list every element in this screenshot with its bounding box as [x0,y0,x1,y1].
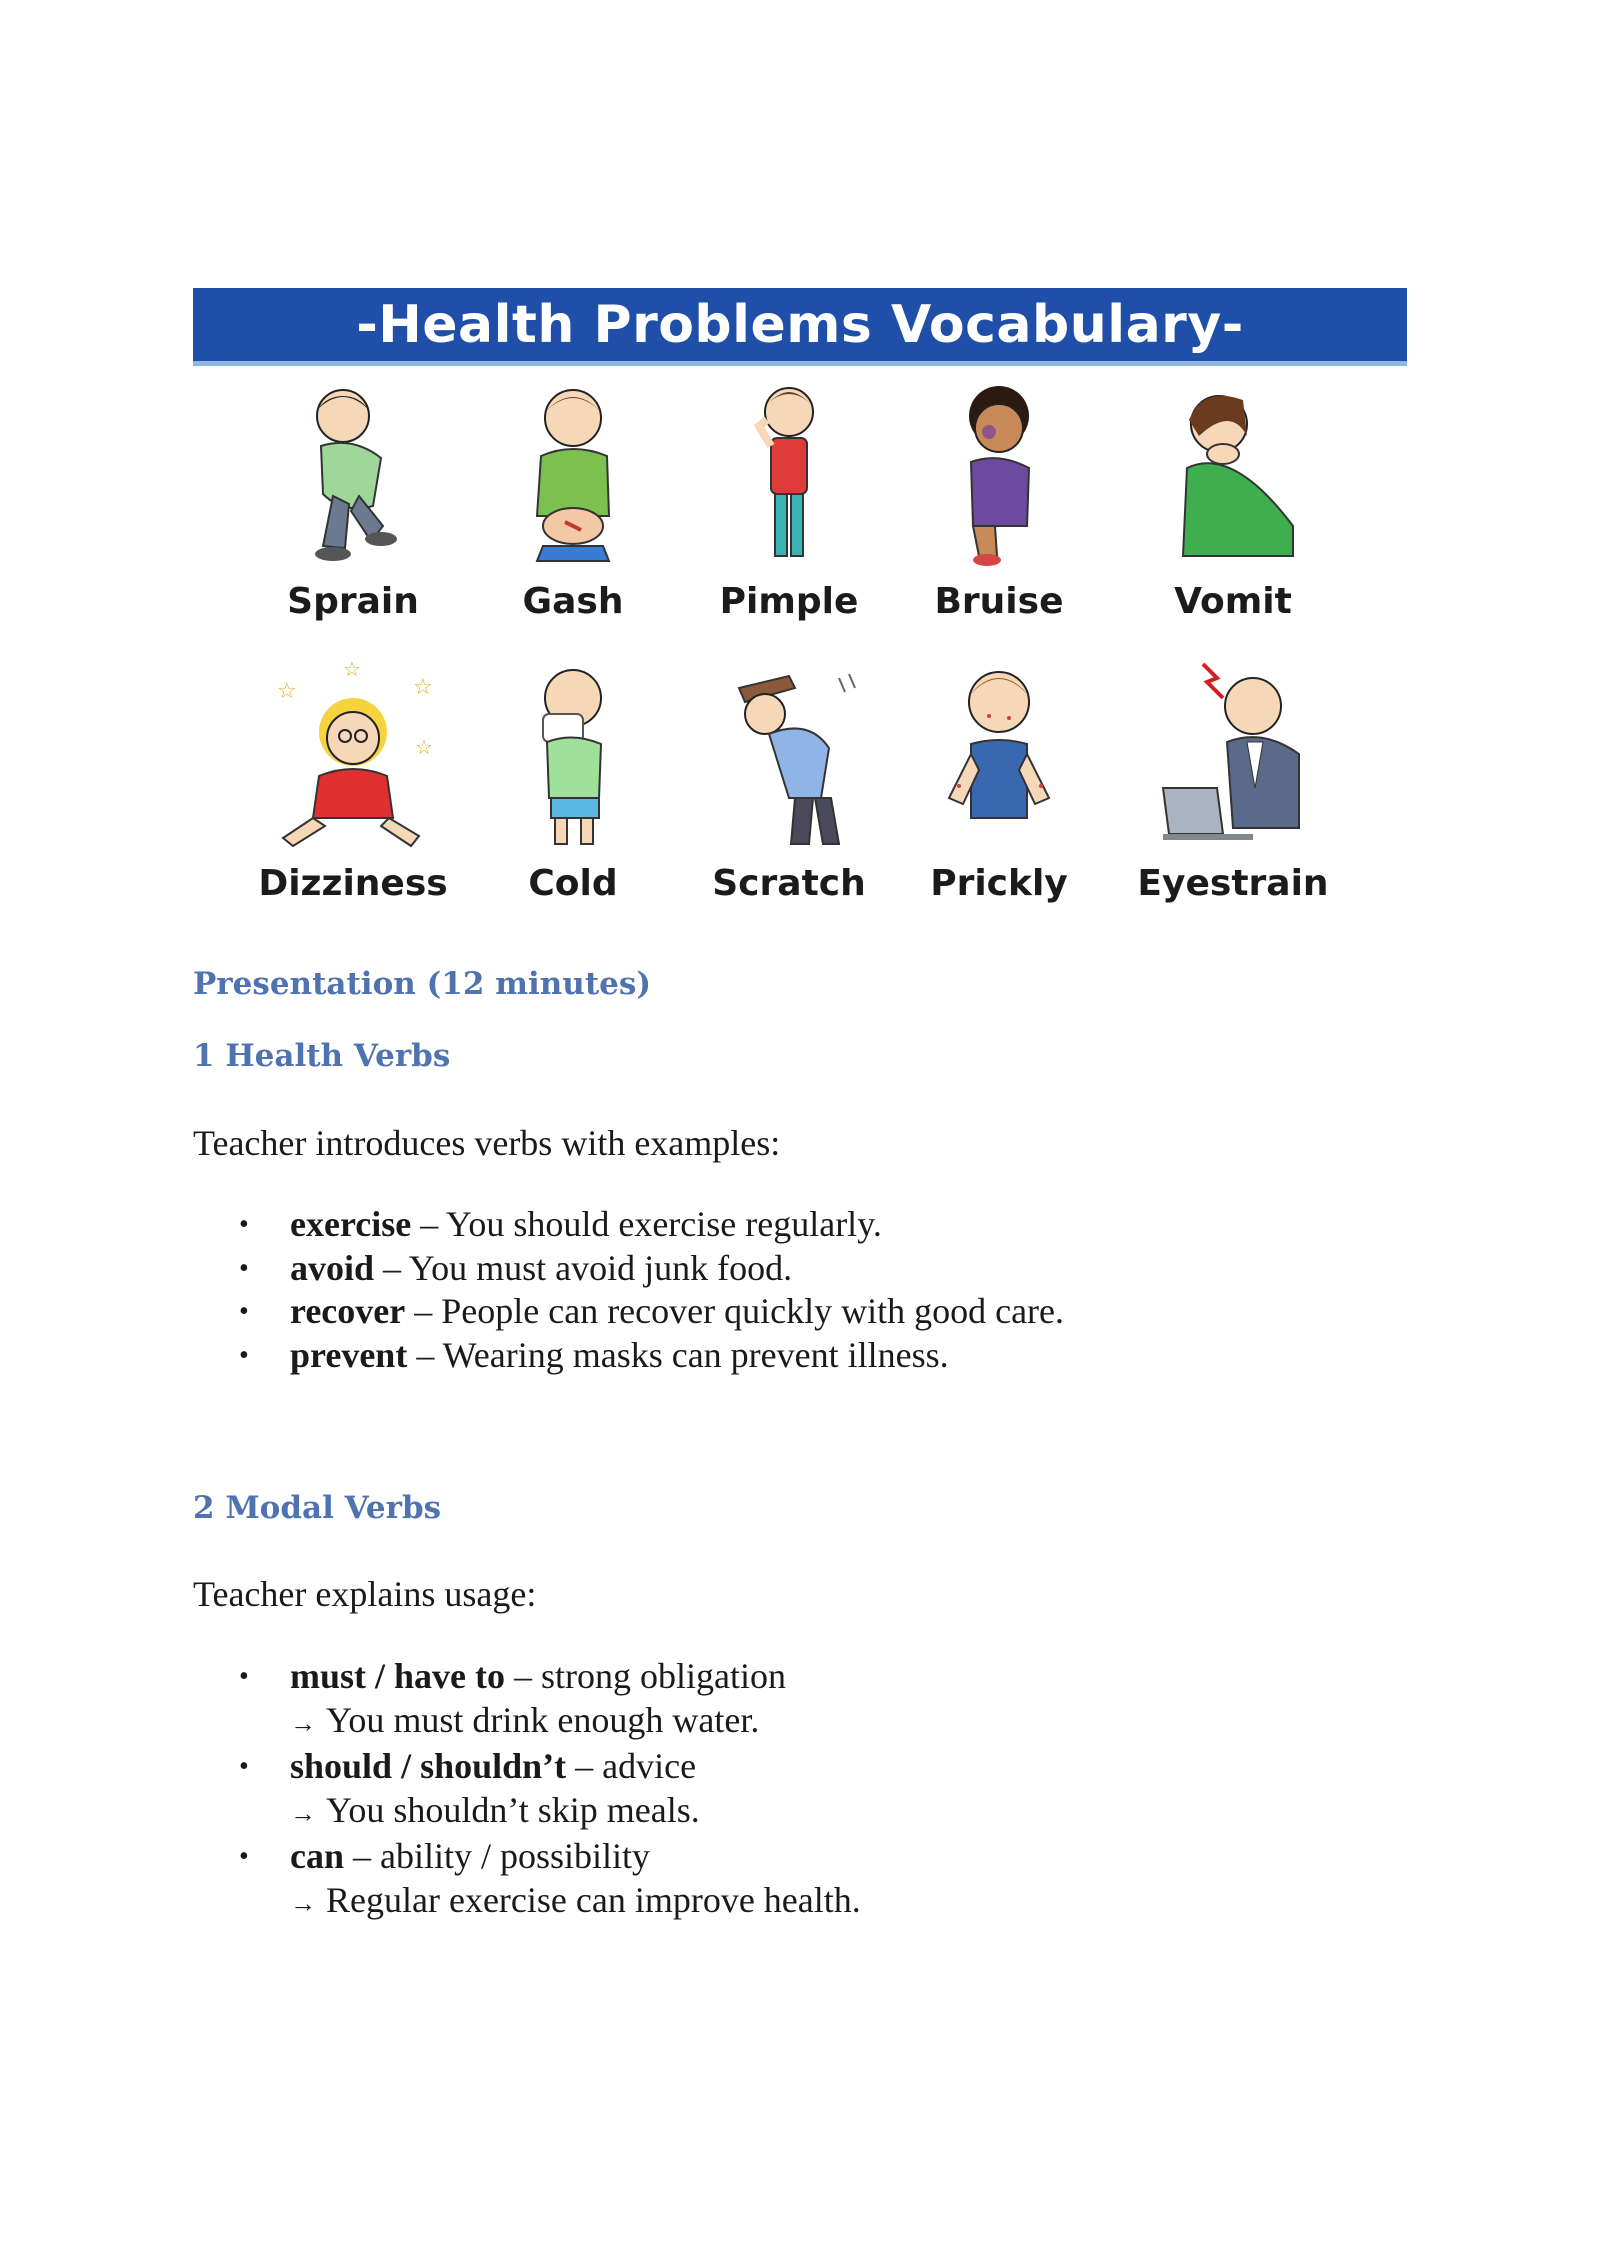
arrow-icon: → [290,1708,316,1738]
list-item [193,1334,1064,1378]
boy-touching-face-illustration [699,376,879,576]
vocab-card-cold [463,658,683,928]
modal-term: should / shouldn’t [290,1746,567,1786]
vocab-card-eyestrain [1123,658,1343,928]
vocab-card-pimple [679,376,899,646]
arrow-icon: → [290,1798,316,1828]
bullet-icon: • [239,1661,249,1692]
svg-text:☆: ☆ [413,675,433,700]
svg-text:☆: ☆ [343,658,361,681]
vocabulary-poster [193,288,1407,928]
svg-text:☆: ☆ [277,679,297,704]
vocab-word: Pimple [719,581,859,622]
modal-meaning: – ability / possibility [344,1836,651,1876]
modal-term: can [290,1836,344,1876]
verb-example: – You should exercise regularly. [411,1204,882,1244]
vocab-word: Cold [528,863,618,904]
vocab-word: Sprain [287,581,419,622]
verb-example: – Wearing masks can prevent illness. [407,1334,949,1375]
boy-with-rash-illustration [909,658,1089,858]
list-item [193,1290,1064,1334]
vocab-word: Gash [522,581,624,622]
child-sneezing-into-tissue-illustration [483,658,663,858]
list-item [193,1203,1064,1247]
verb-term: avoid [290,1247,375,1288]
modal-example [290,1699,861,1746]
list-item [193,1745,861,1835]
verb-term: exercise [290,1204,412,1244]
vocab-word: Vomit [1174,581,1292,622]
verb-example: – You must avoid junk food. [374,1247,793,1288]
poster-banner [193,288,1407,366]
vocab-word: Eyestrain [1137,863,1329,904]
vocab-card-bruise [889,376,1109,646]
vocab-card-vomit [1123,376,1343,646]
presentation-heading: Presentation (12 minutes) [193,966,652,1002]
verb-term: recover [290,1291,406,1331]
poster-title: -Health Problems Vocabulary- [356,294,1244,355]
modal-example-text: You must drink enough water. [326,1699,760,1740]
svg-text:☆: ☆ [415,735,433,759]
vocab-card-gash [463,376,683,646]
vocab-card-dizziness [243,658,463,928]
verb-example: – People can recover quickly with good care. [405,1291,1065,1331]
vocab-card-prickly [889,658,1109,928]
vocab-card-sprain [243,376,463,646]
man-scratching-back-illustration [699,658,879,858]
verb-term: prevent [290,1334,408,1375]
modal-example [290,1789,861,1836]
child-with-cut-knee-illustration [483,376,663,576]
modal-example-text: You shouldn’t skip meals. [326,1789,700,1830]
vocab-word: Bruise [934,581,1064,622]
bullet-icon: • [239,1296,249,1327]
list-item [193,1247,1064,1291]
modal-verbs-intro: Teacher explains usage: [193,1574,537,1614]
vocab-word: Dizziness [258,863,448,904]
list-item [193,1835,861,1925]
man-at-laptop-rubbing-eyes-illustration [1143,658,1323,858]
modal-example [290,1879,861,1926]
modal-verbs-list [193,1655,861,1925]
vocab-word: Scratch [712,863,866,904]
health-verbs-intro: Teacher introduces verbs with examples: [193,1123,781,1163]
modal-verbs-heading: 2 Modal Verbs [193,1490,442,1526]
modal-example-text: Regular exercise can improve health. [326,1879,861,1920]
list-item [193,1655,861,1745]
dizzy-girl-with-stars-illustration [263,658,443,858]
modal-meaning: – advice [566,1746,697,1786]
woman-covering-mouth-illustration [1143,376,1323,576]
bullet-icon: • [239,1339,249,1371]
vocab-card-scratch [679,658,899,928]
modal-term: must / have to [290,1656,505,1696]
modal-meaning: – strong obligation [505,1656,786,1696]
vocab-word: Prickly [930,863,1068,904]
health-verbs-list [193,1203,1064,1377]
child-holding-ankle-illustration [263,376,443,576]
vocabulary-grid [193,376,1407,928]
health-verbs-heading: 1 Health Verbs [193,1038,451,1074]
bullet-icon: • [239,1841,249,1872]
child-with-bruise-illustration [909,376,1089,576]
bullet-icon: • [239,1209,249,1240]
bullet-icon: • [239,1252,249,1284]
bullet-icon: • [239,1751,249,1782]
arrow-icon: → [290,1888,316,1918]
